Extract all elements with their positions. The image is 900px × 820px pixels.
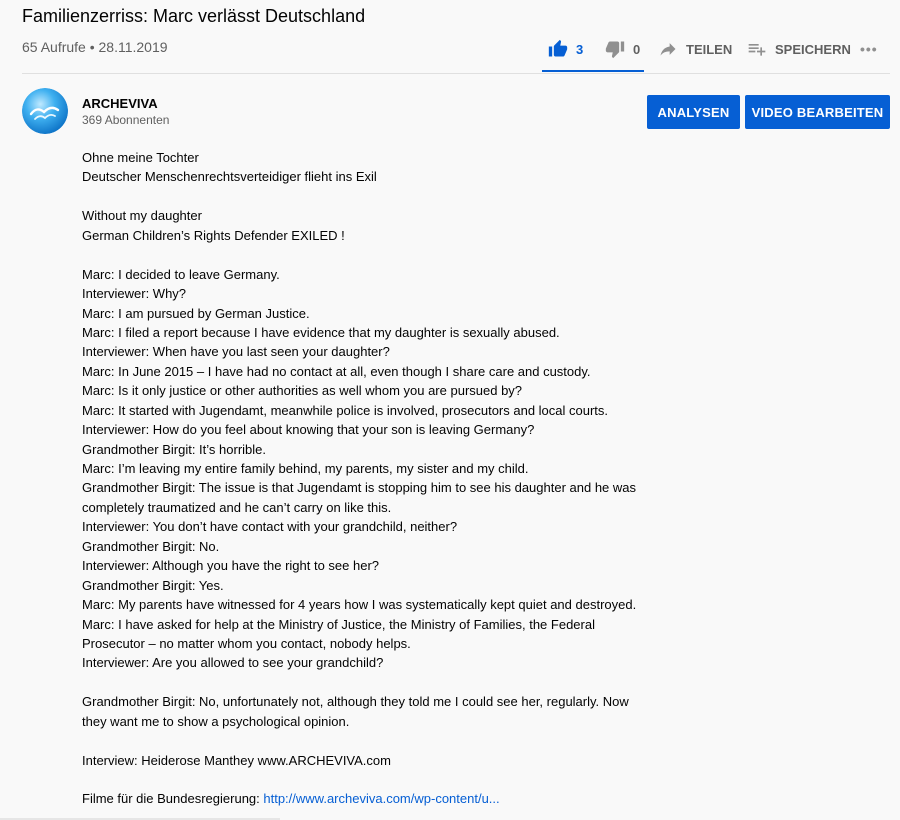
video-actions xyxy=(0,36,900,74)
films-link[interactable]: http://www.archeviva.com/wp-content/u... xyxy=(263,791,500,807)
more-horiz-icon: ••• xyxy=(860,41,878,57)
subscriber-count: 369 Abonnenten xyxy=(82,113,170,127)
channel-name[interactable]: ARCHEVIVA xyxy=(82,96,158,111)
like-button[interactable] xyxy=(548,36,583,62)
dislike-button[interactable] xyxy=(605,36,640,62)
meta-separator: • xyxy=(89,39,95,55)
save-button[interactable] xyxy=(747,36,851,62)
description-line: Marc: I filed a report because I have evidence that my daughter is sexually abused. xyxy=(82,324,560,340)
thumbs-down-icon xyxy=(605,39,625,59)
description-films-line xyxy=(82,789,672,808)
description-line: Marc: I have asked for help at the Ministry of Justice, the Ministry of Families, the Federal xyxy=(82,616,595,632)
like-indicator-bar xyxy=(542,70,644,72)
description-line: Interviewer: You don’t have contact with your grandchild, neither? xyxy=(82,519,458,535)
share-label: TEILEN xyxy=(686,41,733,57)
description-credit: Interview: Heiderose Manthey www.ARCHEVIVA.com xyxy=(82,752,391,768)
description-line: Without my daughter xyxy=(82,208,202,224)
description-line: Grandmother Birgit: No, unfortunately not, although they told me I could see her, regularly. Now xyxy=(82,694,629,710)
view-count: 65 Aufrufe xyxy=(22,39,86,55)
more-actions-button[interactable] xyxy=(860,36,878,62)
description-line: Prosecutor – no matter whom you contact, nobody helps. xyxy=(82,635,411,651)
description-line: Grandmother Birgit: Yes. xyxy=(82,577,224,593)
save-label: SPEICHERN xyxy=(775,41,851,57)
description-line: Marc: In June 2015 – I have had no contact at all, even though I share care and custody. xyxy=(82,363,591,379)
description-line: Grandmother Birgit: The issue is that Jugendamt is stopping him to see his daughter and he was xyxy=(82,480,637,496)
description-line: Marc: I’m leaving my entire family behind, my parents, my sister and my child. xyxy=(82,461,529,476)
description-line: Interviewer: Although you have the right to see her? xyxy=(82,558,380,574)
description-line: Marc: I am pursued by German Justice. xyxy=(82,305,310,321)
films-label: Filme für die Bundesregierung: xyxy=(82,791,264,807)
video-description xyxy=(82,148,672,809)
description-line: Interviewer: When have you last seen your daughter? xyxy=(82,344,390,360)
description-line: they want me to show a psychological opinion. xyxy=(82,713,350,729)
description-line: Marc: My parents have witnessed for 4 years how I was systematically kept quiet and destroyed. xyxy=(82,597,637,613)
header-divider xyxy=(22,73,890,74)
description-line: Marc: It started with Jugendamt, meanwhile police is involved, prosecutors and local courts. xyxy=(82,402,609,418)
playlist-add-icon xyxy=(747,39,767,59)
description-line: German Children’s Rights Defender EXILED ! xyxy=(82,227,345,243)
description-line: Marc: I decided to leave Germany. xyxy=(82,266,280,282)
description-line: completely traumatized and he can’t carry on like this. xyxy=(82,499,392,515)
dislike-count: 0 xyxy=(633,41,641,57)
upload-date: 28.11.2019 xyxy=(98,39,168,55)
description-line: Interviewer: How do you feel about knowing that your son is leaving Germany? xyxy=(82,422,535,438)
share-arrow-icon xyxy=(658,39,678,59)
video-title: Familienzerriss: Marc verlässt Deutschland xyxy=(22,6,366,26)
description-line: Grandmother Birgit: No. xyxy=(82,538,220,554)
description-line: Ohne meine Tochter xyxy=(82,150,199,165)
description-line: Marc: Is it only justice or other authorities as well whom you are pursued by? xyxy=(82,383,523,399)
edit-video-button[interactable]: VIDEO BEARBEITEN xyxy=(745,95,890,129)
like-count: 3 xyxy=(576,41,584,57)
description-line: Interviewer: Why? xyxy=(82,286,187,302)
description-line: Grandmother Birgit: It’s horrible. xyxy=(82,441,266,457)
analytics-button[interactable]: ANALYSEN xyxy=(647,95,740,129)
channel-avatar[interactable] xyxy=(22,88,68,134)
description-line: Interviewer: Are you allowed to see your grandchild? xyxy=(82,655,384,671)
thumbs-up-icon xyxy=(548,39,568,59)
share-button[interactable] xyxy=(658,36,732,62)
description-line: Deutscher Menschenrechtsverteidiger flieht ins Exil xyxy=(82,169,377,185)
